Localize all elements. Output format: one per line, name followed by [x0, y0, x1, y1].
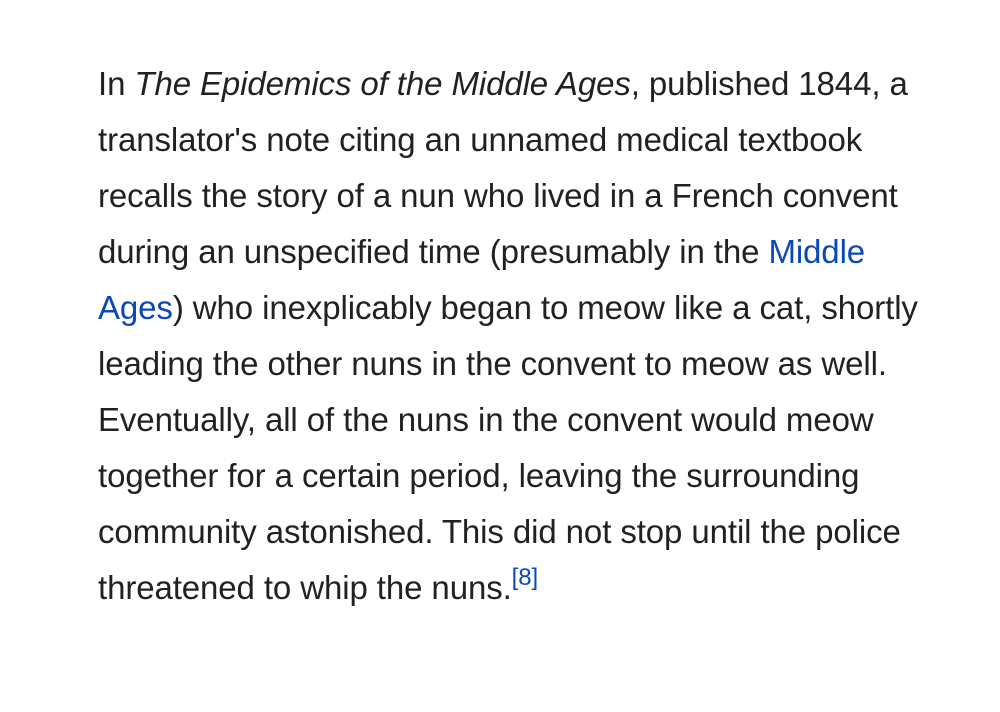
article-paragraph: [98, 56, 920, 616]
citation-superscript: [512, 564, 538, 591]
book-title: The Epidemics of the Middle Ages: [134, 65, 631, 102]
paragraph-text-intro: In: [98, 65, 135, 102]
paragraph-text-story: ) who inexplicably began to meow like a cat, shortly leading the other nuns in the convent to meow as well. Eventually, all of the nuns in the convent would meow together for a certain period, leaving the surrounding community astonished. This did not stop until the police threatened to whip the nuns.: [98, 289, 918, 606]
middle-ages-link[interactable]: Middle Ages: [98, 233, 866, 326]
paragraph-text-body: , published 1844, a translator's note citing an unnamed medical textbook recalls the story of a nun who lived in a French convent during an unspecified time (presumably in the: [98, 65, 908, 270]
citation-link[interactable]: [8]: [511, 564, 539, 591]
